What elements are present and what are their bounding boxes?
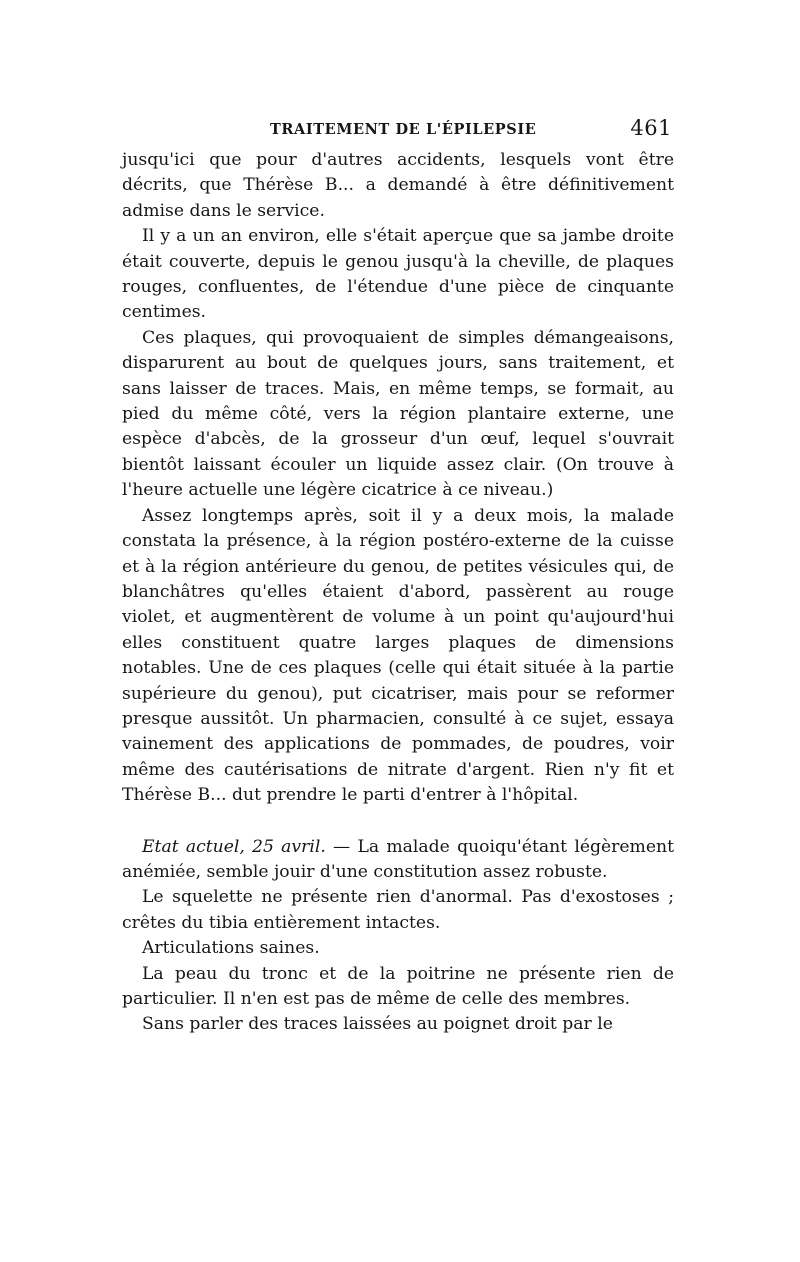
section-lead-italic: Etat actuel, 25 avril. bbox=[142, 836, 326, 857]
section-gap bbox=[122, 809, 674, 835]
section-lead-paragraph bbox=[122, 835, 674, 886]
paragraph-4: Assez longtemps après, soit il y a deux mois, la malade constata la présence, à la région postéro-externe de la cuisse et à la région antérieure du genou, de petites vésicules qui, de blanchâtres qu'elles étaient d'abord, passèrent au rouge violet, et augmentèrent de volume à un point qu'aujourd'hui elles constituent quatre larges plaques de dimensions notables. Une de ces plaques (celle qui était située à la partie supérieure du genou), put cicatriser, mais pour se reformer presque aussitôt. Un pharmacien, consulté à ce sujet, essaya vainement des applications de pommades, de poudres, voir même des cautérisations de nitrate d'argent. Rien n'y fit et Thérèse B... dut prendre le parti d'entrer à l'hôpital. bbox=[122, 505, 674, 806]
paragraph-skeleton: Le squelette ne présente rien d'anormal. Pas d'exostoses ; crêtes du tibia entièrement intactes. bbox=[122, 887, 674, 933]
page-header bbox=[122, 112, 674, 148]
paragraph-2: Il y a un an environ, elle s'était aperçue que sa jambe droite était couverte, depuis le genou jusqu'à la cheville, de plaques rouges, confluentes, de l'étendue d'une pièce de cinquante centimes. bbox=[122, 226, 674, 323]
paragraph-3: Ces plaques, qui provoquaient de simples démangeaisons, disparurent au bout de quelques jours, sans traitement, et sans laisser de traces. Mais, en même temps, se formait, au pied du même côté, vers la région plantaire externe, une espèce d'abcès, de la grosseur d'un œuf, lequel s'ouvrait bientôt laissant écouler un liquide assez clair. (On trouve à l'heure actuelle une légère cicatrice à ce niveau.) bbox=[122, 327, 674, 501]
paragraph-wrist: Sans parler des traces laissées au poignet droit par le bbox=[142, 1014, 613, 1035]
paragraph-joints: Articulations saines. bbox=[142, 938, 320, 959]
section-lead-text: — La malade quoiqu'étant légèrement anémiée, semble jouir d'une constitution assez robuste. bbox=[122, 836, 674, 882]
paragraph-skin: La peau du tronc et de la poitrine ne présente rien de particulier. Il n'en est pas de même de celle des membres. bbox=[122, 963, 674, 1009]
running-head: TRAITEMENT DE L'ÉPILEPSIE bbox=[270, 121, 537, 138]
book-page bbox=[122, 112, 674, 1038]
page-number: 461 bbox=[630, 116, 672, 140]
paragraph-1: jusqu'ici que pour d'autres accidents, lesquels vont être décrits, que Thérèse B... a demandé à être définitivement admise dans le service. bbox=[122, 150, 674, 221]
body-text bbox=[122, 148, 674, 1038]
